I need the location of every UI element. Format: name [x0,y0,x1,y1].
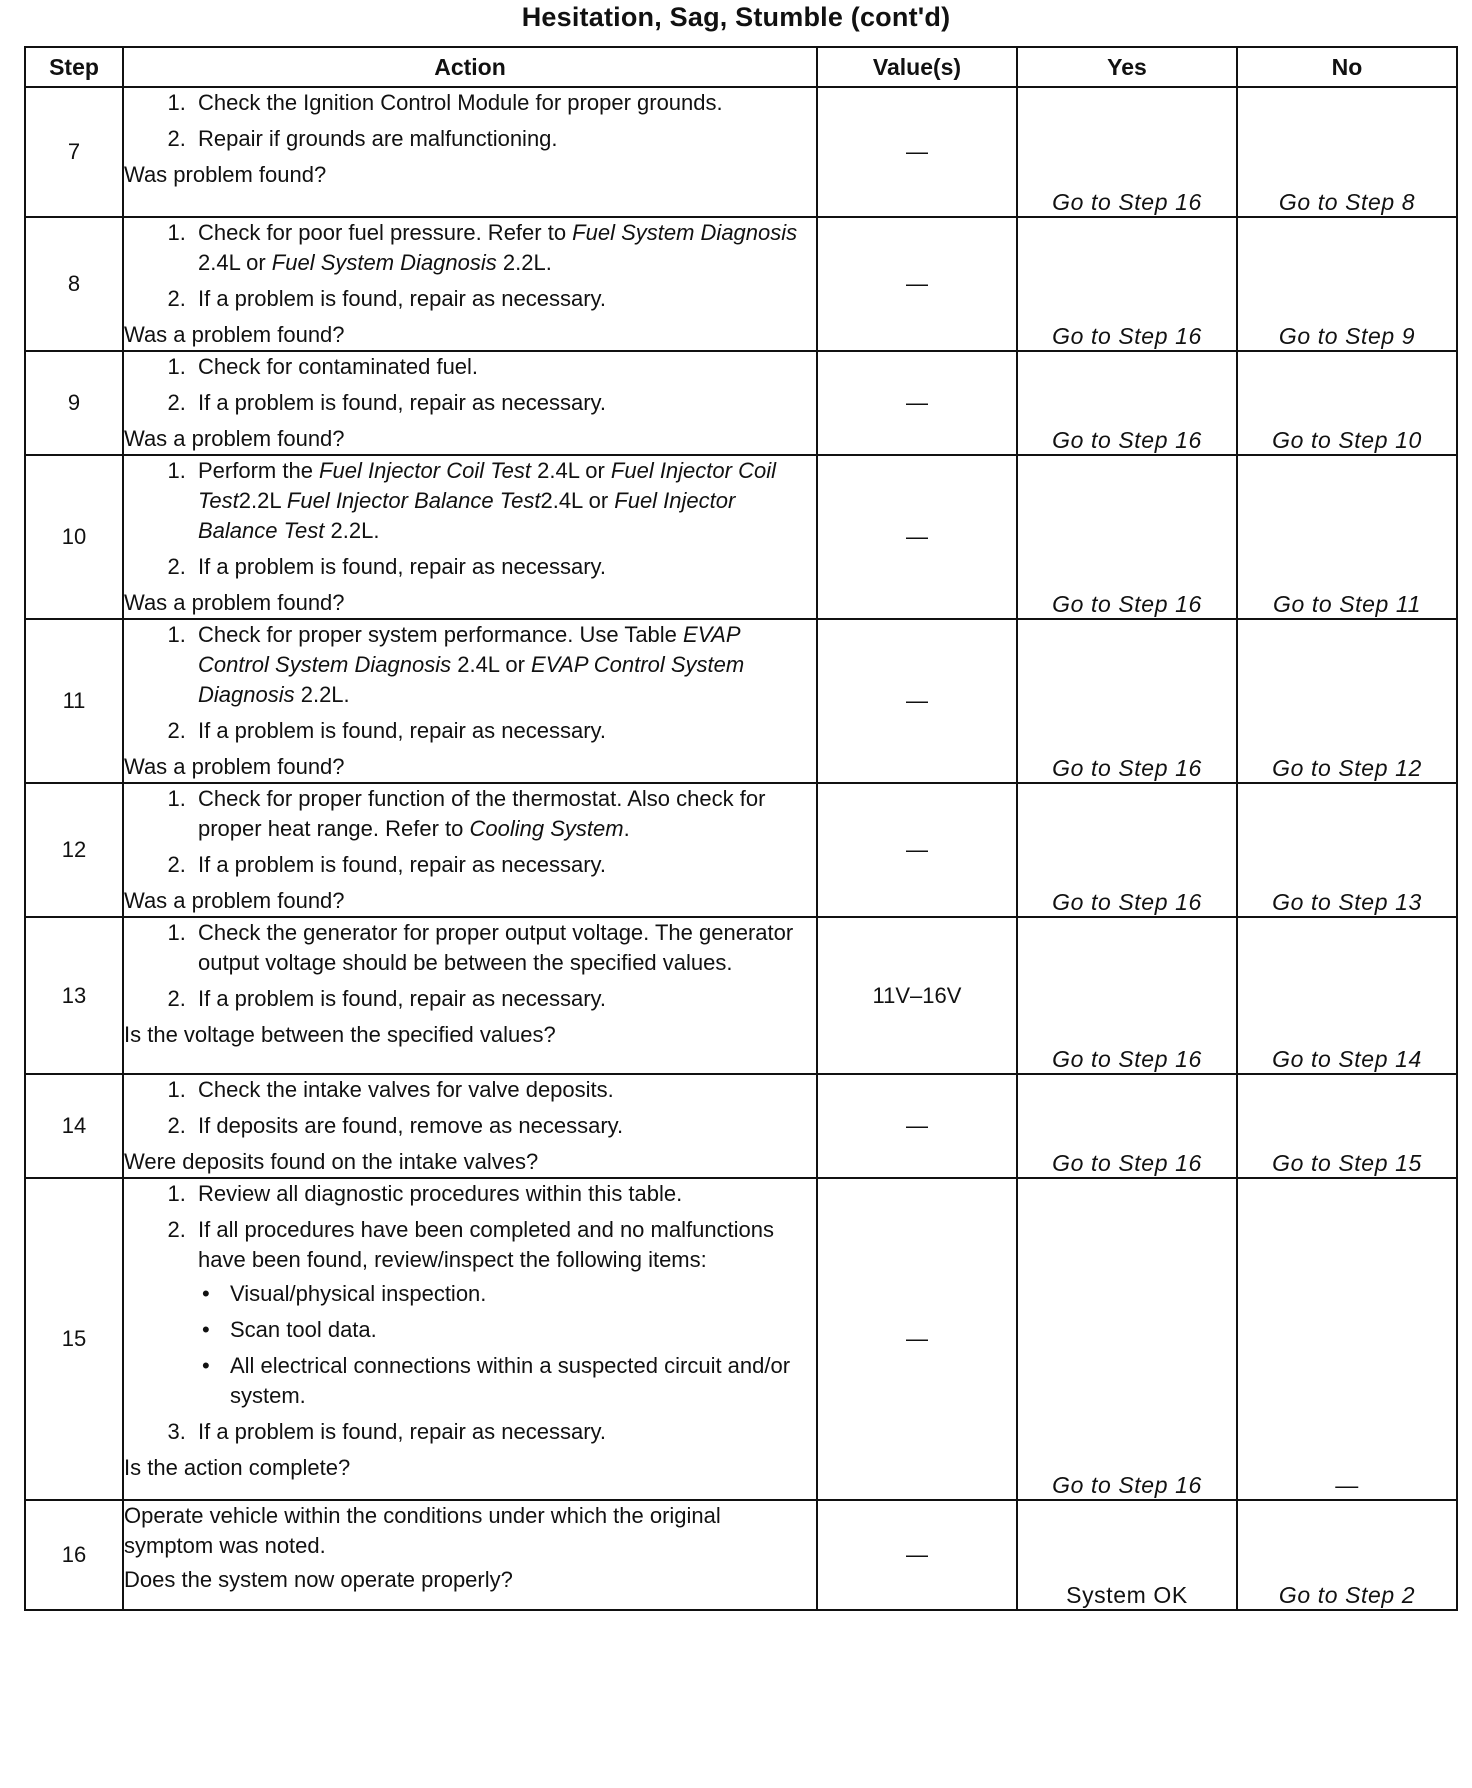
table-row [25,1500,1457,1610]
step-number: 12 [25,783,123,917]
step-number: 13 [25,917,123,1074]
yes-result: Go to Step 16 [1017,619,1237,783]
instruction-text: Check the generator for proper output voltage. The generator output voltage should be between the specified values. [198,920,794,975]
substep-item [192,1179,816,1209]
substep-item [192,552,816,582]
bullet-item [198,1315,816,1345]
substep-item [192,1215,816,1411]
instruction-text: Repair if grounds are malfunctioning. [198,126,558,151]
substep-item [192,456,816,546]
substep-item [192,1111,816,1141]
instruction-text: Review all diagnostic procedures within this table. [198,1181,683,1206]
substep-list [124,1179,816,1447]
yes-result: Go to Step 16 [1017,87,1237,217]
substep-item [192,218,816,278]
instruction-text: 2.4L or [198,250,272,275]
step-question: Was a problem found? [124,590,345,615]
reference-text: Fuel System Diagnosis [572,220,798,245]
substep-item [192,388,816,418]
instruction-text: Check for proper system performance. Use Table [198,622,684,647]
step-question: Were deposits found on the intake valves? [124,1149,539,1174]
step-number: 10 [25,455,123,619]
step-value: — [817,87,1017,217]
step-action [123,619,817,783]
bullet-text: Scan tool data. [230,1317,377,1342]
substep-item [192,984,816,1014]
step-action [123,783,817,917]
substep-list [124,456,816,582]
instruction-text: . [623,816,630,841]
reference-text: Fuel System Diagnosis [271,250,497,275]
reference-text: Fuel Injector Balance Test [286,488,541,513]
bullet-text: All electrical connections within a suspected circuit and/or system. [230,1353,791,1408]
substep-list [124,88,816,154]
step-number: 15 [25,1178,123,1500]
header-values: Value(s) [817,47,1017,87]
step-action [123,1178,817,1500]
instruction-text: 2.2L. [324,518,380,543]
step-value: — [817,1178,1017,1500]
step-action [123,351,817,455]
step-action [123,87,817,217]
substep-list [124,352,816,418]
substep-list [124,1075,816,1141]
step-question: Was a problem found? [124,426,345,451]
step-value: — [817,1074,1017,1178]
step-question: Was a problem found? [124,754,345,779]
step-question: Was a problem found? [124,888,345,913]
table-row [25,1074,1457,1178]
no-result: Go to Step 14 [1237,917,1457,1074]
reference-text: Fuel Injector Coil Test [198,458,776,513]
instruction-text: 2.2L. [294,682,350,707]
step-value: — [817,783,1017,917]
instruction-text: If a problem is found, repair as necessary. [198,1419,607,1444]
instruction-text: 2.4L or [451,652,532,677]
instruction-text: Check for contaminated fuel. [198,354,479,379]
yes-result: Go to Step 16 [1017,1074,1237,1178]
bullet-icon: • [202,1281,210,1306]
header-no: No [1237,47,1457,87]
substep-list [124,218,816,314]
step-question: Does the system now operate properly? [124,1567,513,1592]
instruction-text: If a problem is found, repair as necessary. [198,390,607,415]
substep-item [192,918,816,978]
instruction-text: 2.4L or [540,488,615,513]
step-action [123,1500,817,1610]
table-row [25,217,1457,351]
step-question: Was a problem found? [124,322,345,347]
instruction-text: Operate vehicle within the conditions under which the original symptom was noted. [124,1503,721,1558]
substep-item [192,88,816,118]
table-row [25,917,1457,1074]
instruction-text: If a problem is found, repair as necessary. [198,718,607,743]
instruction-text: Check for proper function of the thermostat. Also check for proper heat range. Refer to [198,786,766,841]
step-action [123,1074,817,1178]
table-header-row [25,47,1457,87]
instruction-text: If deposits are found, remove as necessary. [198,1113,624,1138]
step-question: Was problem found? [124,162,327,187]
substep-item [192,284,816,314]
header-step: Step [25,47,123,87]
step-value: 11V–16V [817,917,1017,1074]
reference-text: Fuel Injector Balance Test [198,488,736,543]
substep-item [192,620,816,710]
step-value: — [817,619,1017,783]
table-row [25,87,1457,217]
no-result: Go to Step 11 [1237,455,1457,619]
instruction-text: If a problem is found, repair as necessary. [198,986,607,1011]
step-number: 7 [25,87,123,217]
yes-result: Go to Step 16 [1017,783,1237,917]
bullet-icon: • [202,1353,210,1378]
instruction-text: If a problem is found, repair as necessary. [198,286,607,311]
table-row [25,783,1457,917]
bullet-text: Visual/physical inspection. [230,1281,487,1306]
instruction-text: Check for poor fuel pressure. Refer to [198,220,573,245]
substep-item [192,850,816,880]
yes-result: Go to Step 16 [1017,917,1237,1074]
yes-result: Go to Step 16 [1017,351,1237,455]
no-result: Go to Step 12 [1237,619,1457,783]
substep-item [192,716,816,746]
table-row [25,455,1457,619]
step-value: — [817,217,1017,351]
substep-item [192,1417,816,1447]
instruction-text: Check the intake valves for valve deposits. [198,1077,614,1102]
step-number: 11 [25,619,123,783]
instruction-text: 2.2L [238,488,287,513]
bullet-item [198,1279,816,1309]
instruction-text: 2.4L or [531,458,611,483]
substep-item [192,784,816,844]
bullet-icon: • [202,1317,210,1342]
table-row [25,351,1457,455]
step-number: 14 [25,1074,123,1178]
substep-list [124,620,816,746]
table-body [25,87,1457,1610]
step-number: 16 [25,1500,123,1610]
no-result: Go to Step 15 [1237,1074,1457,1178]
instruction-text: 2.2L. [496,250,552,275]
reference-text: EVAP Control System Diagnosis [198,652,745,707]
instruction-text: If all procedures have been completed and no malfunctions have been found, review/inspect the following items: [198,1217,775,1272]
reference-text: EVAP Control System Diagnosis [198,622,740,677]
no-result: Go to Step 8 [1237,87,1457,217]
yes-result: Go to Step 16 [1017,217,1237,351]
step-number: 9 [25,351,123,455]
no-result: Go to Step 13 [1237,783,1457,917]
step-question: Is the action complete? [124,1455,351,1480]
substep-item [192,124,816,154]
substep-item [192,352,816,382]
instruction-text: Check the Ignition Control Module for proper grounds. [198,90,723,115]
step-action [123,917,817,1074]
no-result: Go to Step 2 [1237,1500,1457,1610]
reference-text: Fuel Injector Coil Test [319,458,531,483]
step-value: — [817,455,1017,619]
substep-list [124,918,816,1014]
instruction-text: Perform the [198,458,320,483]
table-row [25,619,1457,783]
yes-result: Go to Step 16 [1017,455,1237,619]
substep-item [192,1075,816,1105]
yes-result: Go to Step 16 [1017,1178,1237,1500]
no-result: — [1237,1178,1457,1500]
step-value: — [817,351,1017,455]
header-action: Action [123,47,817,87]
step-action [123,217,817,351]
diagnostic-table [24,46,1458,1611]
page-title: Hesitation, Sag, Stumble (cont'd) [521,2,951,32]
bullet-list [198,1279,816,1411]
no-result: Go to Step 9 [1237,217,1457,351]
substep-list [124,784,816,880]
instruction-text: If a problem is found, repair as necessary. [198,852,607,877]
step-value: — [817,1500,1017,1610]
table-row [25,1178,1457,1500]
header-yes: Yes [1017,47,1237,87]
step-number: 8 [25,217,123,351]
step-question: Is the voltage between the specified values? [124,1022,556,1047]
no-result: Go to Step 10 [1237,351,1457,455]
instruction-text: If a problem is found, repair as necessary. [198,554,607,579]
step-action [123,455,817,619]
reference-text: Cooling System [469,816,624,841]
yes-result: System OK [1017,1500,1237,1610]
bullet-item [198,1351,816,1411]
